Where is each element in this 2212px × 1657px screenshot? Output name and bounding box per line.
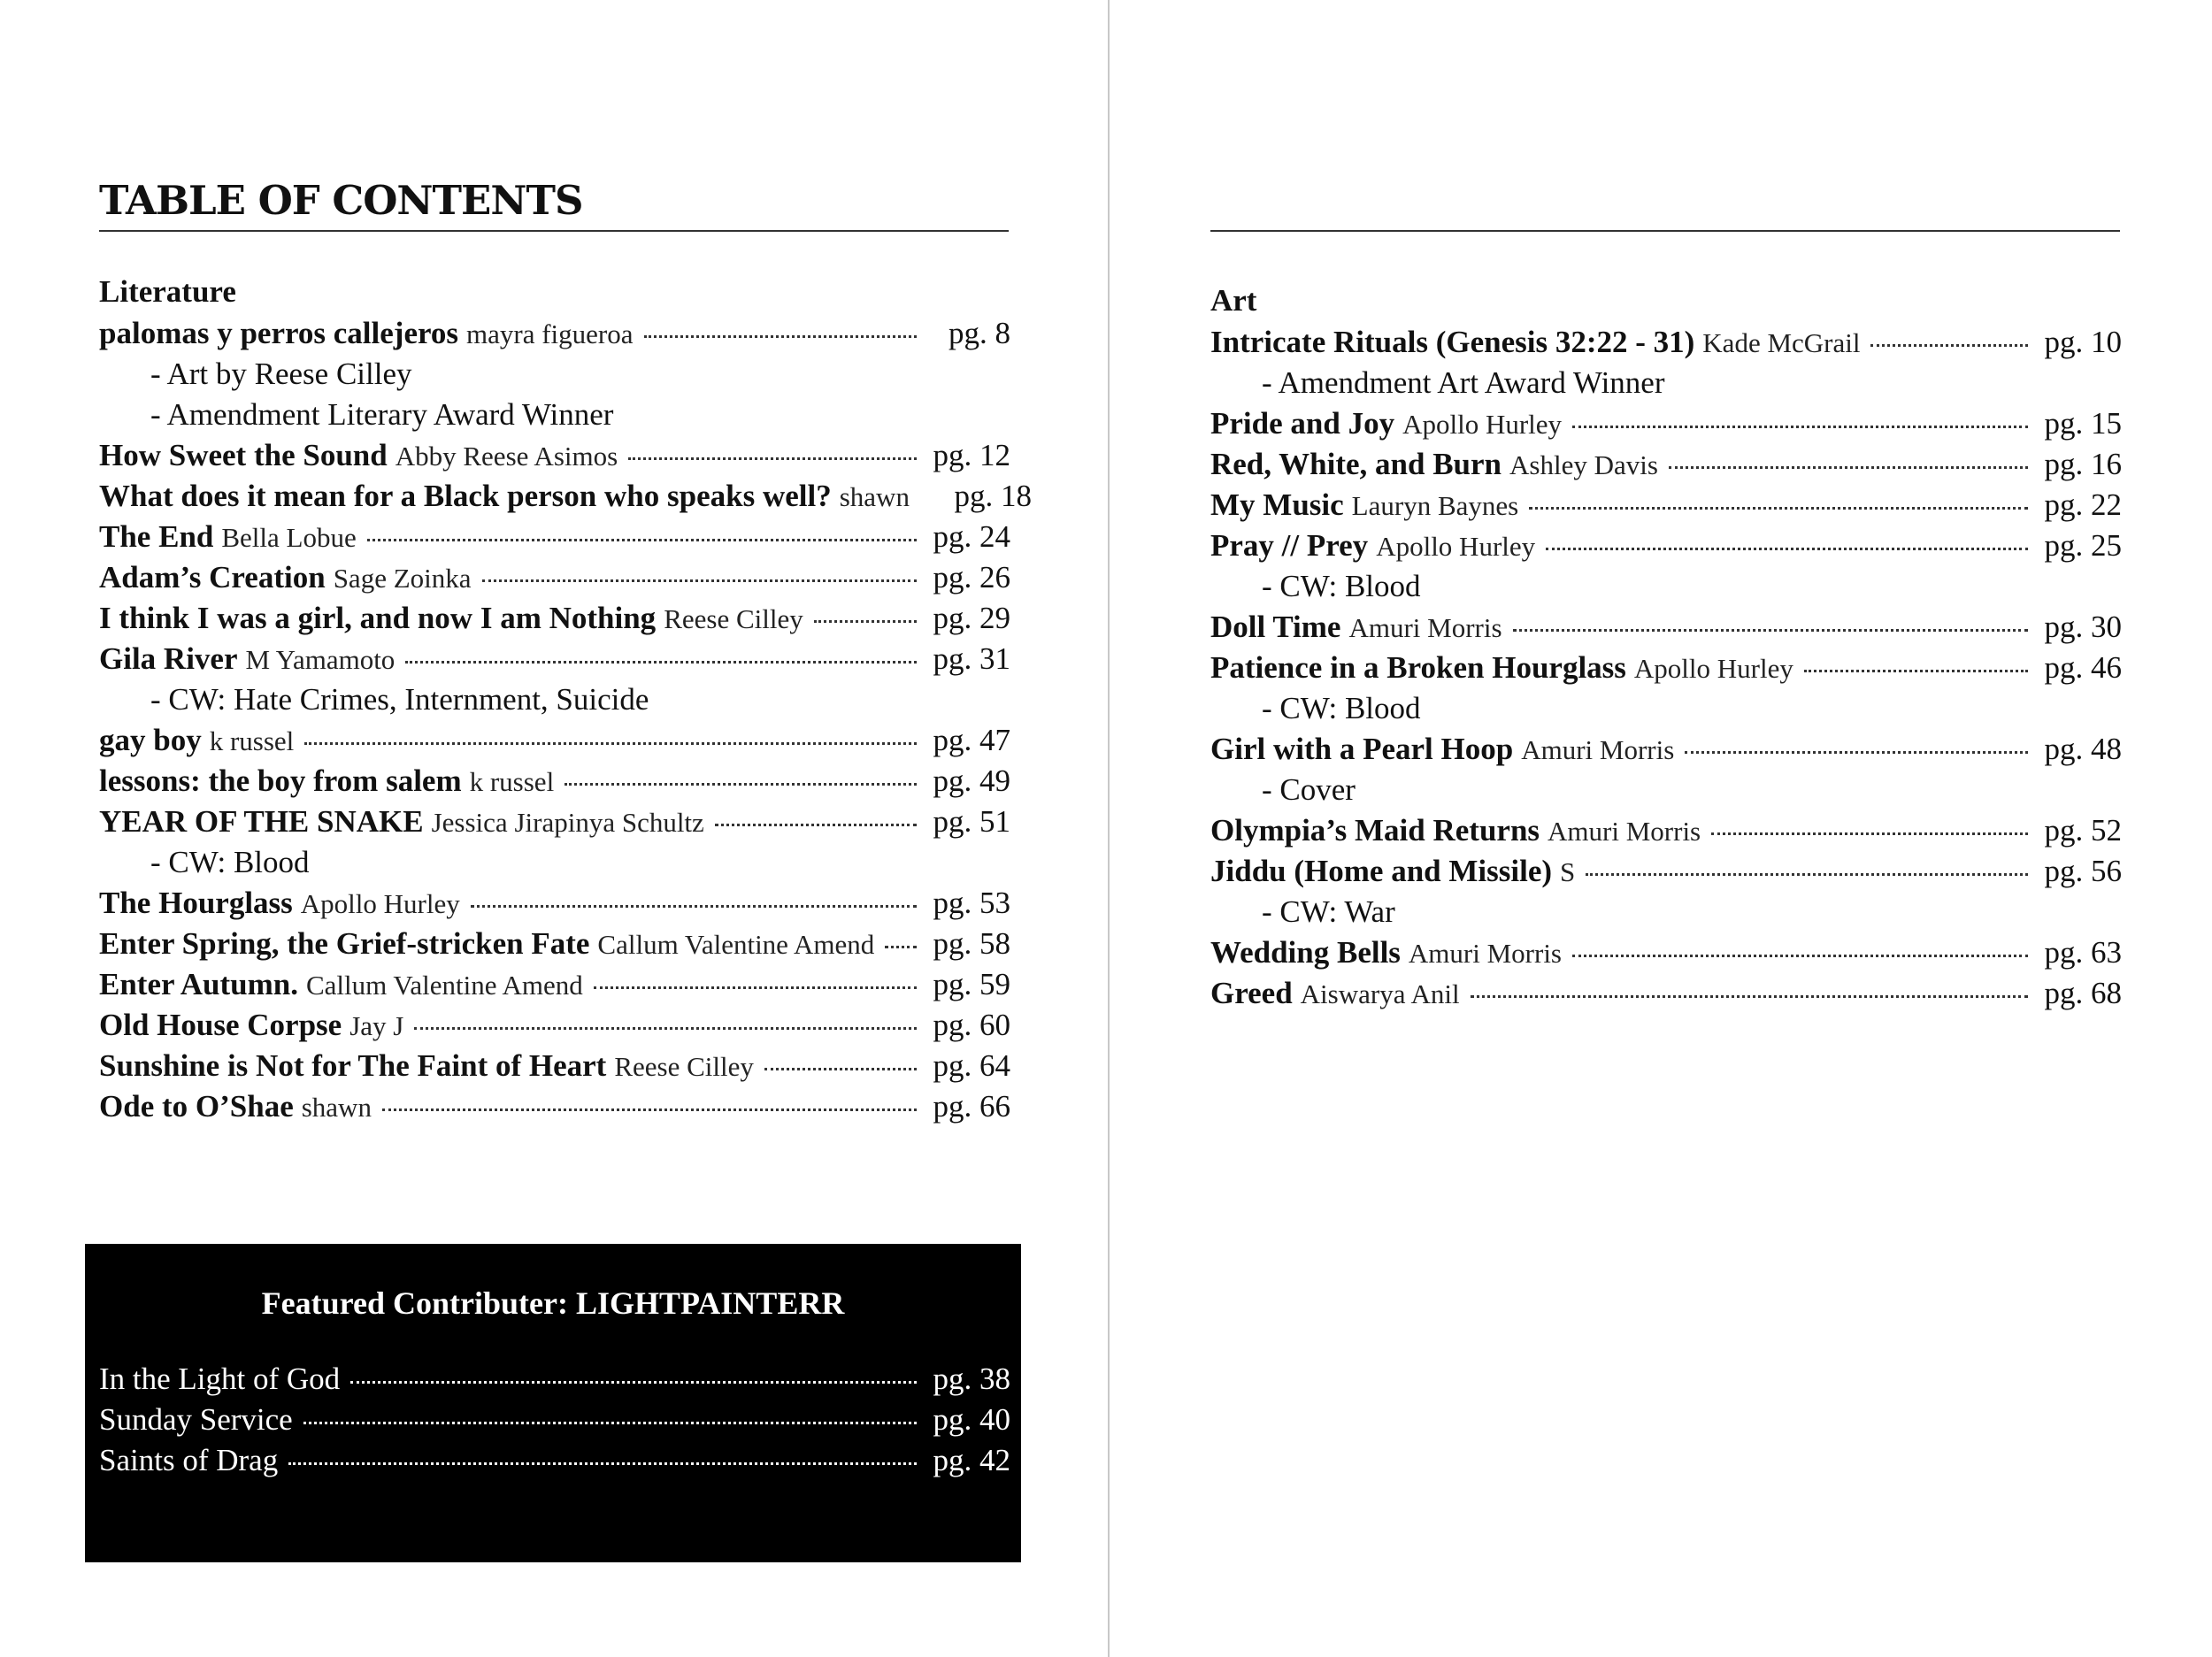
entry-page-number: pg. 63 (2044, 935, 2122, 970)
dot-leader (414, 1027, 917, 1030)
entry-title: Greed (1210, 976, 1293, 1010)
entry-author: Jay J (349, 1010, 404, 1041)
entry-author: Amuri Morris (1548, 816, 1701, 847)
toc-entry[interactable] (99, 1400, 1010, 1440)
entry-title: Jiddu (Home and Missile) (1210, 854, 1553, 888)
toc-entry[interactable] (99, 517, 1010, 557)
toc-entry[interactable] (99, 720, 1010, 761)
entry-note: - CW: Blood (1262, 569, 1421, 603)
entry-title: Wedding Bells (1210, 935, 1401, 970)
entry-note: - Amendment Literary Award Winner (150, 397, 614, 432)
dot-leader (303, 1422, 917, 1424)
dot-leader (715, 824, 917, 826)
toc-entry[interactable] (1210, 525, 2122, 566)
top-rule (1210, 230, 2120, 232)
entry-title: YEAR OF THE SNAKE (99, 804, 424, 839)
entry-page-number: pg. 49 (933, 763, 1010, 798)
entry-page-number: pg. 15 (2044, 406, 2122, 441)
entry-page-number: pg. 52 (2044, 813, 2122, 848)
entry-author: Jessica Jirapinya Schultz (431, 807, 704, 838)
entry-author: k russel (469, 766, 555, 797)
right-page (1110, 0, 2212, 1657)
entry-author: k russel (209, 725, 295, 756)
toc-entry[interactable] (1210, 485, 2122, 525)
entry-author: shawn (839, 481, 910, 512)
entry-title: Doll Time (1210, 610, 1341, 644)
entry-page-number: pg. 42 (933, 1443, 1010, 1477)
art-title: Art (1210, 283, 1257, 318)
entry-page-number: pg. 24 (933, 519, 1010, 554)
dot-leader (1586, 873, 2028, 876)
toc-entry[interactable] (99, 1440, 1010, 1481)
toc-entry[interactable] (1210, 851, 2122, 892)
featured-entries (99, 1359, 1010, 1481)
entry-author: Apollo Hurley (1376, 531, 1536, 562)
toc-entry[interactable] (99, 1359, 1010, 1400)
entry-title: gay boy (99, 723, 202, 757)
entry-note: - CW: Blood (1262, 691, 1421, 725)
entry-page-number: pg. 68 (2044, 976, 2122, 1010)
entry-page-number: pg. 30 (2044, 610, 2122, 644)
toc-entry[interactable] (1210, 403, 2122, 444)
literature-section (99, 272, 1032, 1127)
featured-contributor-box (85, 1244, 1021, 1562)
entry-page-number: pg. 38 (933, 1362, 1010, 1396)
dot-leader (814, 620, 917, 623)
entry-author: Amuri Morris (1348, 612, 1502, 643)
entry-author: Reese Cilley (614, 1051, 754, 1082)
entry-title: Patience in a Broken Hourglass (1210, 650, 1626, 685)
art-section (1210, 281, 2122, 1014)
toc-entry[interactable] (99, 964, 1010, 1005)
entry-page-number: pg. 53 (933, 886, 1010, 920)
entry-note: - Amendment Art Award Winner (1262, 365, 1665, 400)
entry-author: Amuri Morris (1408, 938, 1562, 969)
entry-author: Abby Reese Asimos (395, 441, 618, 472)
entry-title: palomas y perros callejeros (99, 316, 459, 350)
toc-entry[interactable] (99, 1046, 1010, 1086)
heading-rule (99, 230, 1009, 232)
entry-page-number: pg. 48 (2044, 732, 2122, 766)
dot-leader (644, 335, 918, 338)
entry-title: Gila River (99, 641, 238, 676)
toc-entry[interactable] (99, 802, 1010, 842)
dot-leader (471, 905, 917, 908)
dot-leader (1572, 426, 2028, 428)
entry-author: Aiswarya Anil (1300, 978, 1460, 1009)
entry-author: Bella Lobue (221, 522, 357, 553)
entry-title: Girl with a Pearl Hoop (1210, 732, 1514, 766)
dot-leader (1546, 548, 2028, 550)
dot-leader (1471, 995, 2028, 998)
toc-entry[interactable] (99, 883, 1010, 924)
dot-leader (405, 661, 917, 664)
entry-page-number: pg. 31 (933, 641, 1010, 676)
toc-entry[interactable] (99, 1086, 1010, 1127)
entry-title: Olympia’s Maid Returns (1210, 813, 1540, 848)
toc-heading: TABLE OF CONTENTS (99, 177, 583, 224)
toc-entry[interactable] (1210, 322, 2122, 363)
toc-entry[interactable] (1210, 810, 2122, 851)
entry-title: The End (99, 519, 214, 554)
entry-author: Sage Zoinka (333, 563, 472, 594)
toc-entry[interactable] (99, 557, 1010, 598)
dot-leader (304, 742, 917, 745)
dot-leader (628, 457, 917, 460)
entry-title: Saints of Drag (99, 1443, 279, 1477)
entry-title: In the Light of God (99, 1362, 341, 1396)
entry-page-number: pg. 60 (933, 1008, 1010, 1042)
entry-page-number: pg. 26 (933, 560, 1010, 595)
entry-author: Callum Valentine Amend (597, 929, 875, 960)
dot-leader (1572, 955, 2028, 957)
entry-page-number: pg. 58 (933, 926, 1010, 961)
entry-page-number: pg. 12 (933, 438, 1010, 472)
entry-note: - CW: Blood (150, 845, 310, 879)
entry-title: Pride and Joy (1210, 406, 1395, 441)
literature-title: Literature (99, 274, 236, 309)
toc-entry[interactable] (1210, 648, 2122, 688)
dot-leader (1711, 832, 2028, 835)
entry-note: - Art by Reese Cilley (150, 357, 412, 391)
entry-title: Enter Autumn. (99, 967, 298, 1001)
toc-entry[interactable] (1210, 973, 2122, 1014)
art-entries (1210, 322, 2122, 1014)
entry-title: Old House Corpse (99, 1008, 342, 1042)
entry-author: Lauryn Baynes (1351, 490, 1519, 521)
entry-page-number: pg. 22 (2044, 487, 2122, 522)
entry-author: S (1560, 856, 1576, 887)
dot-leader (1513, 629, 2028, 632)
literature-entries (99, 313, 1032, 1127)
entry-author: Callum Valentine Amend (305, 970, 583, 1001)
entry-title: Sunday Service (99, 1402, 293, 1437)
entry-author: Kade McGrail (1702, 327, 1861, 358)
entry-author: Apollo Hurley (300, 888, 460, 919)
entry-page-number: pg. 46 (2044, 650, 2122, 685)
dot-leader (382, 1109, 917, 1111)
toc-entry[interactable] (99, 761, 1010, 802)
entry-author: Amuri Morris (1521, 734, 1675, 765)
entry-page-number: pg. 64 (933, 1048, 1010, 1083)
toc-entry[interactable] (99, 1005, 1010, 1046)
toc-entry[interactable] (1210, 607, 2122, 648)
dot-leader (565, 783, 917, 786)
dot-leader (367, 539, 917, 541)
entry-title: My Music (1210, 487, 1344, 522)
featured-title: Featured Contributer: LIGHTPAINTERR (261, 1285, 845, 1321)
entry-title: Intricate Rituals (Genesis 32:22 - 31) (1210, 325, 1695, 359)
toc-entry[interactable] (1210, 729, 2122, 770)
dot-leader (1669, 466, 2028, 469)
dot-leader (350, 1381, 917, 1384)
entry-page-number: pg. 51 (933, 804, 1010, 839)
entry-title: Red, White, and Burn (1210, 447, 1502, 481)
entry-page-number: pg. 66 (933, 1089, 1010, 1124)
toc-entry[interactable] (99, 639, 1010, 679)
toc-entry[interactable] (1210, 444, 2122, 485)
entry-title: Pray // Prey (1210, 528, 1369, 563)
entry-author: shawn (301, 1092, 372, 1123)
entry-page-number: pg. 25 (2044, 528, 2122, 563)
dot-leader (1804, 670, 2028, 672)
toc-entry[interactable] (1210, 932, 2122, 973)
entry-page-number: pg. 59 (933, 967, 1010, 1001)
entry-note: - Cover (1262, 772, 1356, 807)
dot-leader (1870, 344, 2028, 347)
dot-leader (482, 579, 917, 582)
entry-note: - CW: Hate Crimes, Internment, Suicide (150, 682, 649, 717)
entry-note: - CW: War (1262, 894, 1395, 929)
entry-author: Reese Cilley (664, 603, 803, 634)
toc-entry[interactable] (99, 313, 1010, 354)
entry-author: Apollo Hurley (1402, 409, 1563, 440)
entry-title: How Sweet the Sound (99, 438, 388, 472)
entry-page-number: pg. 16 (2044, 447, 2122, 481)
entry-title: Enter Spring, the Grief-stricken Fate (99, 926, 590, 961)
dot-leader (1529, 507, 2028, 510)
dot-leader (764, 1068, 917, 1070)
entry-title: lessons: the boy from salem (99, 763, 462, 798)
dot-leader (885, 946, 917, 948)
entry-page-number: pg. 8 (949, 316, 1010, 350)
entry-title: Sunshine is Not for The Faint of Heart (99, 1048, 607, 1083)
entry-page-number: pg. 29 (933, 601, 1010, 635)
entry-page-number: pg. 47 (933, 723, 1010, 757)
entry-page-number: pg. 10 (2044, 325, 2122, 359)
dot-leader (594, 986, 917, 989)
entry-author: Ashley Davis (1509, 449, 1658, 480)
toc-entry[interactable] (99, 476, 1032, 517)
entry-title: What does it mean for a Black person who speaks well? (99, 479, 832, 513)
dot-leader (1685, 751, 2028, 754)
entry-title: I think I was a girl, and now I am Nothing (99, 601, 657, 635)
entry-page-number: pg. 56 (2044, 854, 2122, 888)
entry-author: mayra figueroa (466, 318, 634, 349)
toc-entry[interactable] (99, 924, 1010, 964)
entry-page-number: pg. 40 (933, 1402, 1010, 1437)
entry-page-number: pg. 18 (954, 479, 1032, 513)
entry-author: M Yamamoto (245, 644, 396, 675)
toc-entry[interactable] (99, 598, 1010, 639)
entry-author: Apollo Hurley (1633, 653, 1793, 684)
entry-title: Adam’s Creation (99, 560, 326, 595)
entry-title: The Hourglass (99, 886, 293, 920)
entry-title: Ode to O’Shae (99, 1089, 294, 1124)
dot-leader (288, 1462, 917, 1465)
toc-entry[interactable] (99, 435, 1010, 476)
